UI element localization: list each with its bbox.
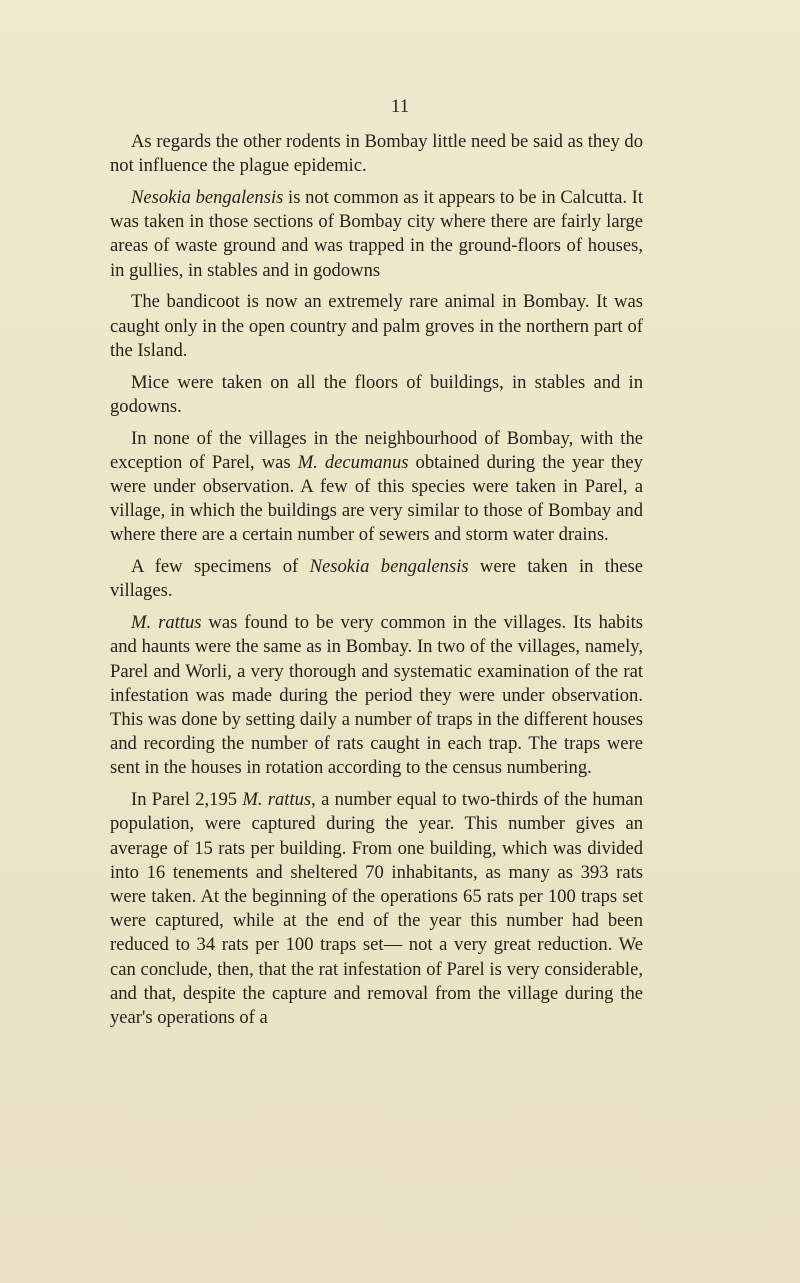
paragraph-villages: In none of the villages in the neighbourhood of Bombay, with the exception of Parel, was M. decumanus obtained during the year they were under observation. A few of this species were taken in Parel, a village, in which the buildings are very similar to those of Bombay and where there are a certain number of sewers and storm water drains.: [110, 427, 643, 546]
species-name: M. rattus: [242, 789, 312, 811]
paragraph-mice: Mice were taken on all the floors of buildings, in stables and in godowns.: [110, 371, 643, 417]
species-name: M. rattus: [131, 612, 202, 634]
body-text: [110, 130, 643, 1038]
species-name: M. decumanus: [297, 451, 409, 473]
paragraph-nesokia-villages: A few specimens of Nesokia bengalensis were taken in these villages.: [110, 556, 643, 602]
paragraph-parel: In Parel 2,195 M. rattus, a number equal to two-thirds of the human population, were captured during the year. This number gives an average of 15 rats per building. From one building, which was divided into 16 tenements and sheltered 70 inhabitants, as many as 393 rats were taken. At the beginning of the operations 65 rats per 100 traps set were captured, while at the end of the year this number had been reduced to 34 rats per 100 traps set— not a very great reduction. We can conclude, then, that the rat infestation of Parel is very considerable, and that, despite the capture and removal from the village during the year's operations of a: [110, 789, 643, 1029]
paragraph-other-rodents: As regards the other rodents in Bombay little need be said as they do not influence the plague epidemic.: [110, 131, 643, 177]
paragraph-rattus-villages: M. rattus was found to be very common in the villages. Its habits and haunts were the same as in Bombay. In two of the villages, namely, Parel and Worli, a very thorough and systematic examination of the rat infestation was made during the period they were under observation. This was done by setting daily a number of traps in the different houses and recording the number of rats caught in each trap. The traps were sent in the houses in rotation according to the census numbering.: [110, 612, 643, 779]
paragraph-nesokia: Nesokia bengalensis is not common as it appears to be in Calcutta. It was taken in those sections of Bombay city where there are fairly large areas of waste ground and was trapped in the ground-floors of houses, in gullies, in stables and in godowns: [110, 187, 643, 281]
paragraph-bandicoot: The bandicoot is now an extremely rare animal in Bombay. It was caught only in the open country and palm groves in the northern part of the Island.: [110, 291, 643, 361]
page-number: 11: [390, 96, 410, 117]
species-name: Nesokia bengalensis: [131, 187, 284, 208]
species-name: Nesokia bengalensis: [309, 556, 469, 578]
